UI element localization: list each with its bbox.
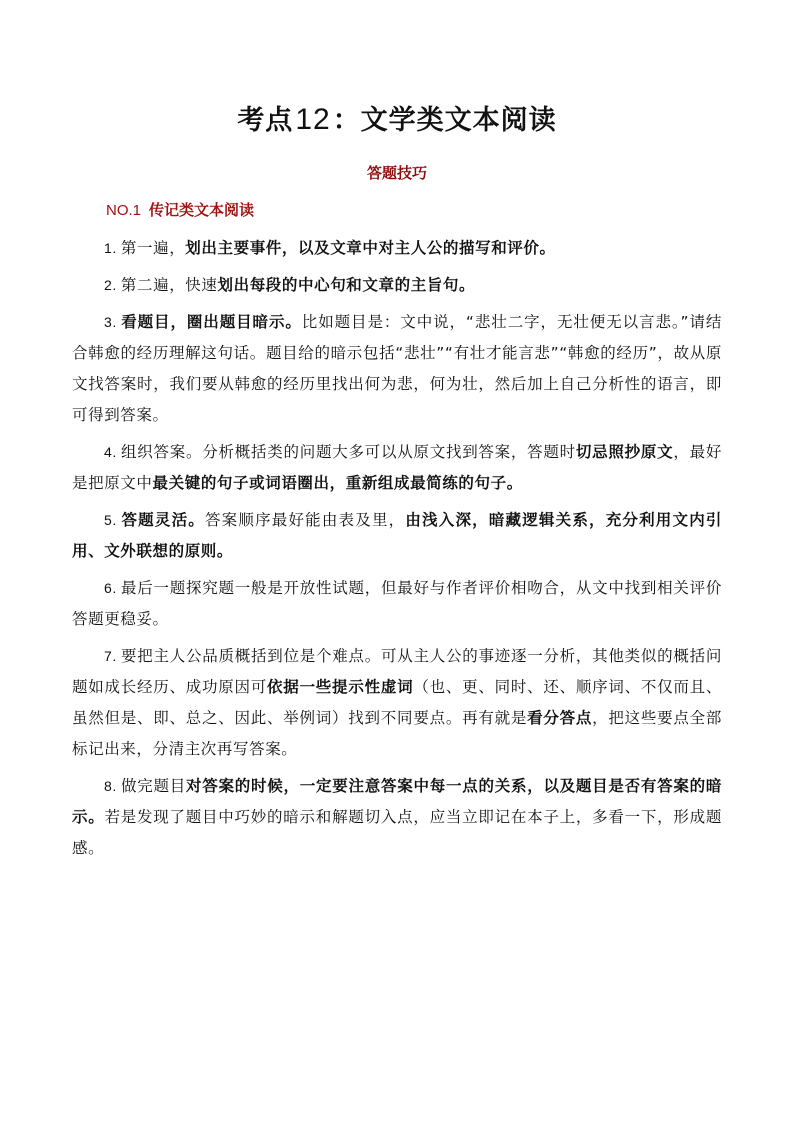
tip-paragraph <box>72 437 722 499</box>
tip-text: 比如题目是：文中说，“悲壮二字，无壮便无以言悲。”请结合韩愈的经历理解这句话。题目给的暗示包括“悲壮”“有壮才能言悲”“韩愈的经历”，故从原文找答案时，我们要从韩愈的经历里找出何为悲，何为壮，然后加上自己分析性的语言，即可得到答案。 <box>72 313 722 424</box>
tip-text-bold: 由浅入深，暗藏逻辑关系，充分利用文内引用、文外联想的原则。 <box>72 511 723 560</box>
tip-text: 第一遍， <box>120 239 186 257</box>
tip-number: 5. <box>104 512 117 528</box>
tip-paragraph <box>72 505 722 567</box>
tip-text: 组织答案。分析概括类的问题大多可以从原文找到答案，答题时 <box>120 443 576 461</box>
tip-paragraph <box>72 771 722 864</box>
tip-number: 4. <box>104 444 117 460</box>
tip-text-bold: 依据一些提示性虚词 <box>267 678 414 696</box>
tip-text-bold: 看题目，圈出题目暗示。 <box>120 313 302 331</box>
section-label: 传记类文本阅读 <box>149 201 255 219</box>
tip-text: 要把主人公品质概括到位是个难点。可从主人公的事迹逐一分析，其他类似的概括问题如成长经历、成功原因可 <box>72 647 722 696</box>
tip-number: 3. <box>104 314 117 330</box>
tip-paragraph <box>72 307 722 431</box>
tip-number: 2. <box>104 277 117 293</box>
tip-text: 答案顺序最好能由表及里， <box>204 511 406 529</box>
tip-paragraph <box>72 641 722 765</box>
title-number: 12 <box>295 103 331 136</box>
tip-paragraph <box>72 233 722 264</box>
tip-paragraph <box>72 270 722 301</box>
tips-list <box>72 233 722 870</box>
tip-number: 6. <box>104 580 117 596</box>
tip-text-bold: 答题灵活。 <box>120 511 205 529</box>
tip-number: 1. <box>104 240 117 256</box>
tip-text-bold: 看分答点 <box>527 709 593 727</box>
tip-text: （也、更、同时、还、顺序词、不仅而且、虽然但是、即、总之、因此、举例词）找到不同要点。再有就是 <box>72 678 723 727</box>
tip-text: 第二遍，快速 <box>120 276 218 294</box>
tip-text: 最后一题探究题一般是开放性试题，但最好与作者评价相吻合，从文中找到相关评价答题更稳妥。 <box>72 579 722 628</box>
tip-text-bold: 划出主要事件，以及文章中对主人公的描写和评价。 <box>185 239 556 257</box>
section-number: NO.1 <box>106 202 142 219</box>
tip-text-bold: 对答案的时候，一定要注意答案中每一点的关系，以及题目是否有答案的暗示。 <box>72 777 722 826</box>
tip-text: 若是发现了题目中巧妙的暗示和解题切入点，应当立即记在本子上，多看一下，形成题感。 <box>72 808 722 857</box>
tip-text: ，把这些要点全部标记出来，分清主次再写答案。 <box>72 709 722 758</box>
page-title <box>0 100 794 141</box>
tip-text-bold: 划出每段的中心句和文章的主旨句。 <box>217 276 476 294</box>
tip-text: ，最好是把原文中 <box>72 443 722 492</box>
tip-number: 7. <box>104 648 117 664</box>
subtitle: 答题技巧 <box>366 164 427 182</box>
tip-text-bold: 切忌照抄原文 <box>575 443 674 461</box>
title-prefix: 考点 <box>237 105 294 136</box>
tip-text-bold: 最关键的句子或词语圈出，重新组成最简练的句子。 <box>152 474 523 492</box>
title-suffix: ：文学类文本阅读 <box>332 105 557 136</box>
tip-paragraph <box>72 573 722 635</box>
tip-text: 做完题目 <box>120 777 187 795</box>
section-heading <box>106 199 254 222</box>
tip-number: 8. <box>104 778 117 794</box>
